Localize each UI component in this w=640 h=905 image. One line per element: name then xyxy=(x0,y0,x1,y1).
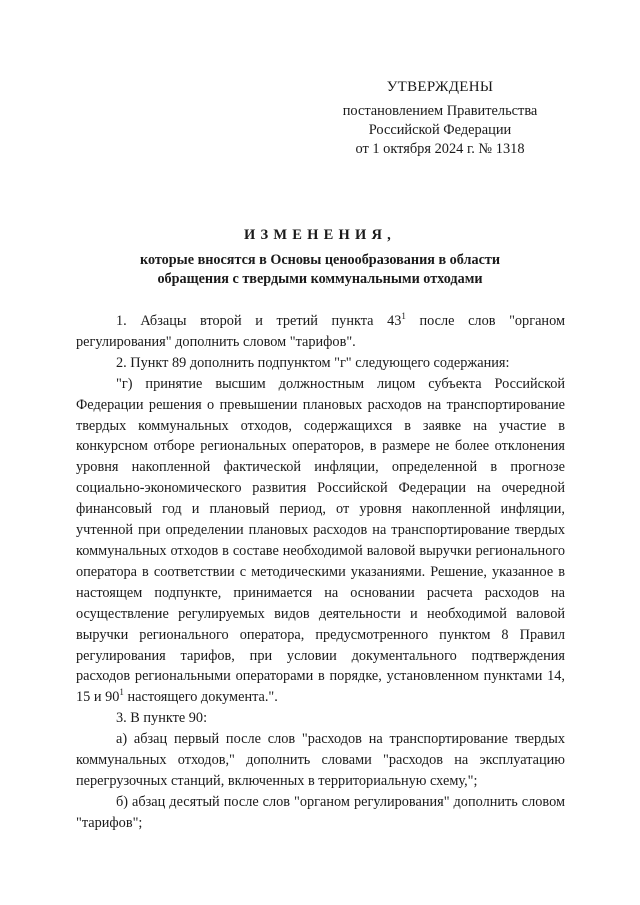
document-subtitle xyxy=(76,251,564,288)
paragraph-2: 2. Пункт 89 дополнить подпунктом "г" следующего содержания: xyxy=(116,354,510,371)
document-title: ИЗМЕНЕНИЯ, xyxy=(244,227,396,243)
paragraph-3-text-b: настоящего документа.". xyxy=(123,689,278,706)
paragraph-6: б) абзац десятый после слов "органом регулирования" дополнить словом "тарифов"; xyxy=(76,793,565,831)
document-body xyxy=(76,311,565,834)
paragraph-1-superscript: 1 xyxy=(401,311,406,322)
subtitle-line-2: обращения с твердыми коммунальными отходами xyxy=(157,270,483,287)
paragraph-3-superscript: 1 xyxy=(119,687,124,698)
approval-line-2: Российской Федерации xyxy=(368,122,512,138)
paragraph-1-text-a: 1. Абзацы второй и третий пункта 43 xyxy=(116,313,402,329)
paragraph-3-text-a: "г) принятие высшим должностным лицом субъекта Российской Федерации решения о превышении плановых расходов на транспортирование твердых коммунальных отходов, содержащихся в заявке на участие в конкурсном отборе региональных операторов, в размере не более отклонения уровня накопленной фактической инфляции, определенной в прогнозе социально-экономического развития Российской Федерации на очередной финансовый год и плановый период, от уровня накопленной инфляции, учтенной при определении плановых расходов на транспортирование твердых коммунальных отходов в составе необходимой валовой выручки регионального оператора в соответствии с методическими указаниями. Решение, указанное в настоящем подпункте, принимается на основании расчета расходов на осуществление регулируемых видов деятельности и необходимой валовой выручки регионального оператора, предусмотренного пунктом 8 Правил регулирования тарифов, при условии документального подтверждения расходов региональными операторами в порядке, установленном пунктами 14, 15 и 90 xyxy=(76,375,565,706)
paragraph-1-text-b: после слов "органом регулирования" дополнить словом "тарифов". xyxy=(76,313,565,350)
paragraph-1 xyxy=(76,311,565,353)
approval-line-1: постановлением Правительства xyxy=(342,103,538,119)
document-title-block xyxy=(76,225,564,288)
subtitle-line-1: которые вносятся в Основы ценообразования в области xyxy=(139,252,501,268)
approval-heading: УТВЕРЖДЕНЫ xyxy=(386,79,494,95)
approval-line-3: от 1 октября 2024 г. № 1318 xyxy=(355,141,525,157)
paragraph-3 xyxy=(76,374,565,709)
approval-stamp xyxy=(330,78,550,159)
paragraph-4: 3. В пункте 90: xyxy=(116,710,208,727)
paragraph-5: а) абзац первый после слов "расходов на транспортирование твердых коммунальных отходов," дополнить словами "расходов на эксплуатацию перегрузочных станций, включенных в территориальную схему,"; xyxy=(76,731,565,789)
